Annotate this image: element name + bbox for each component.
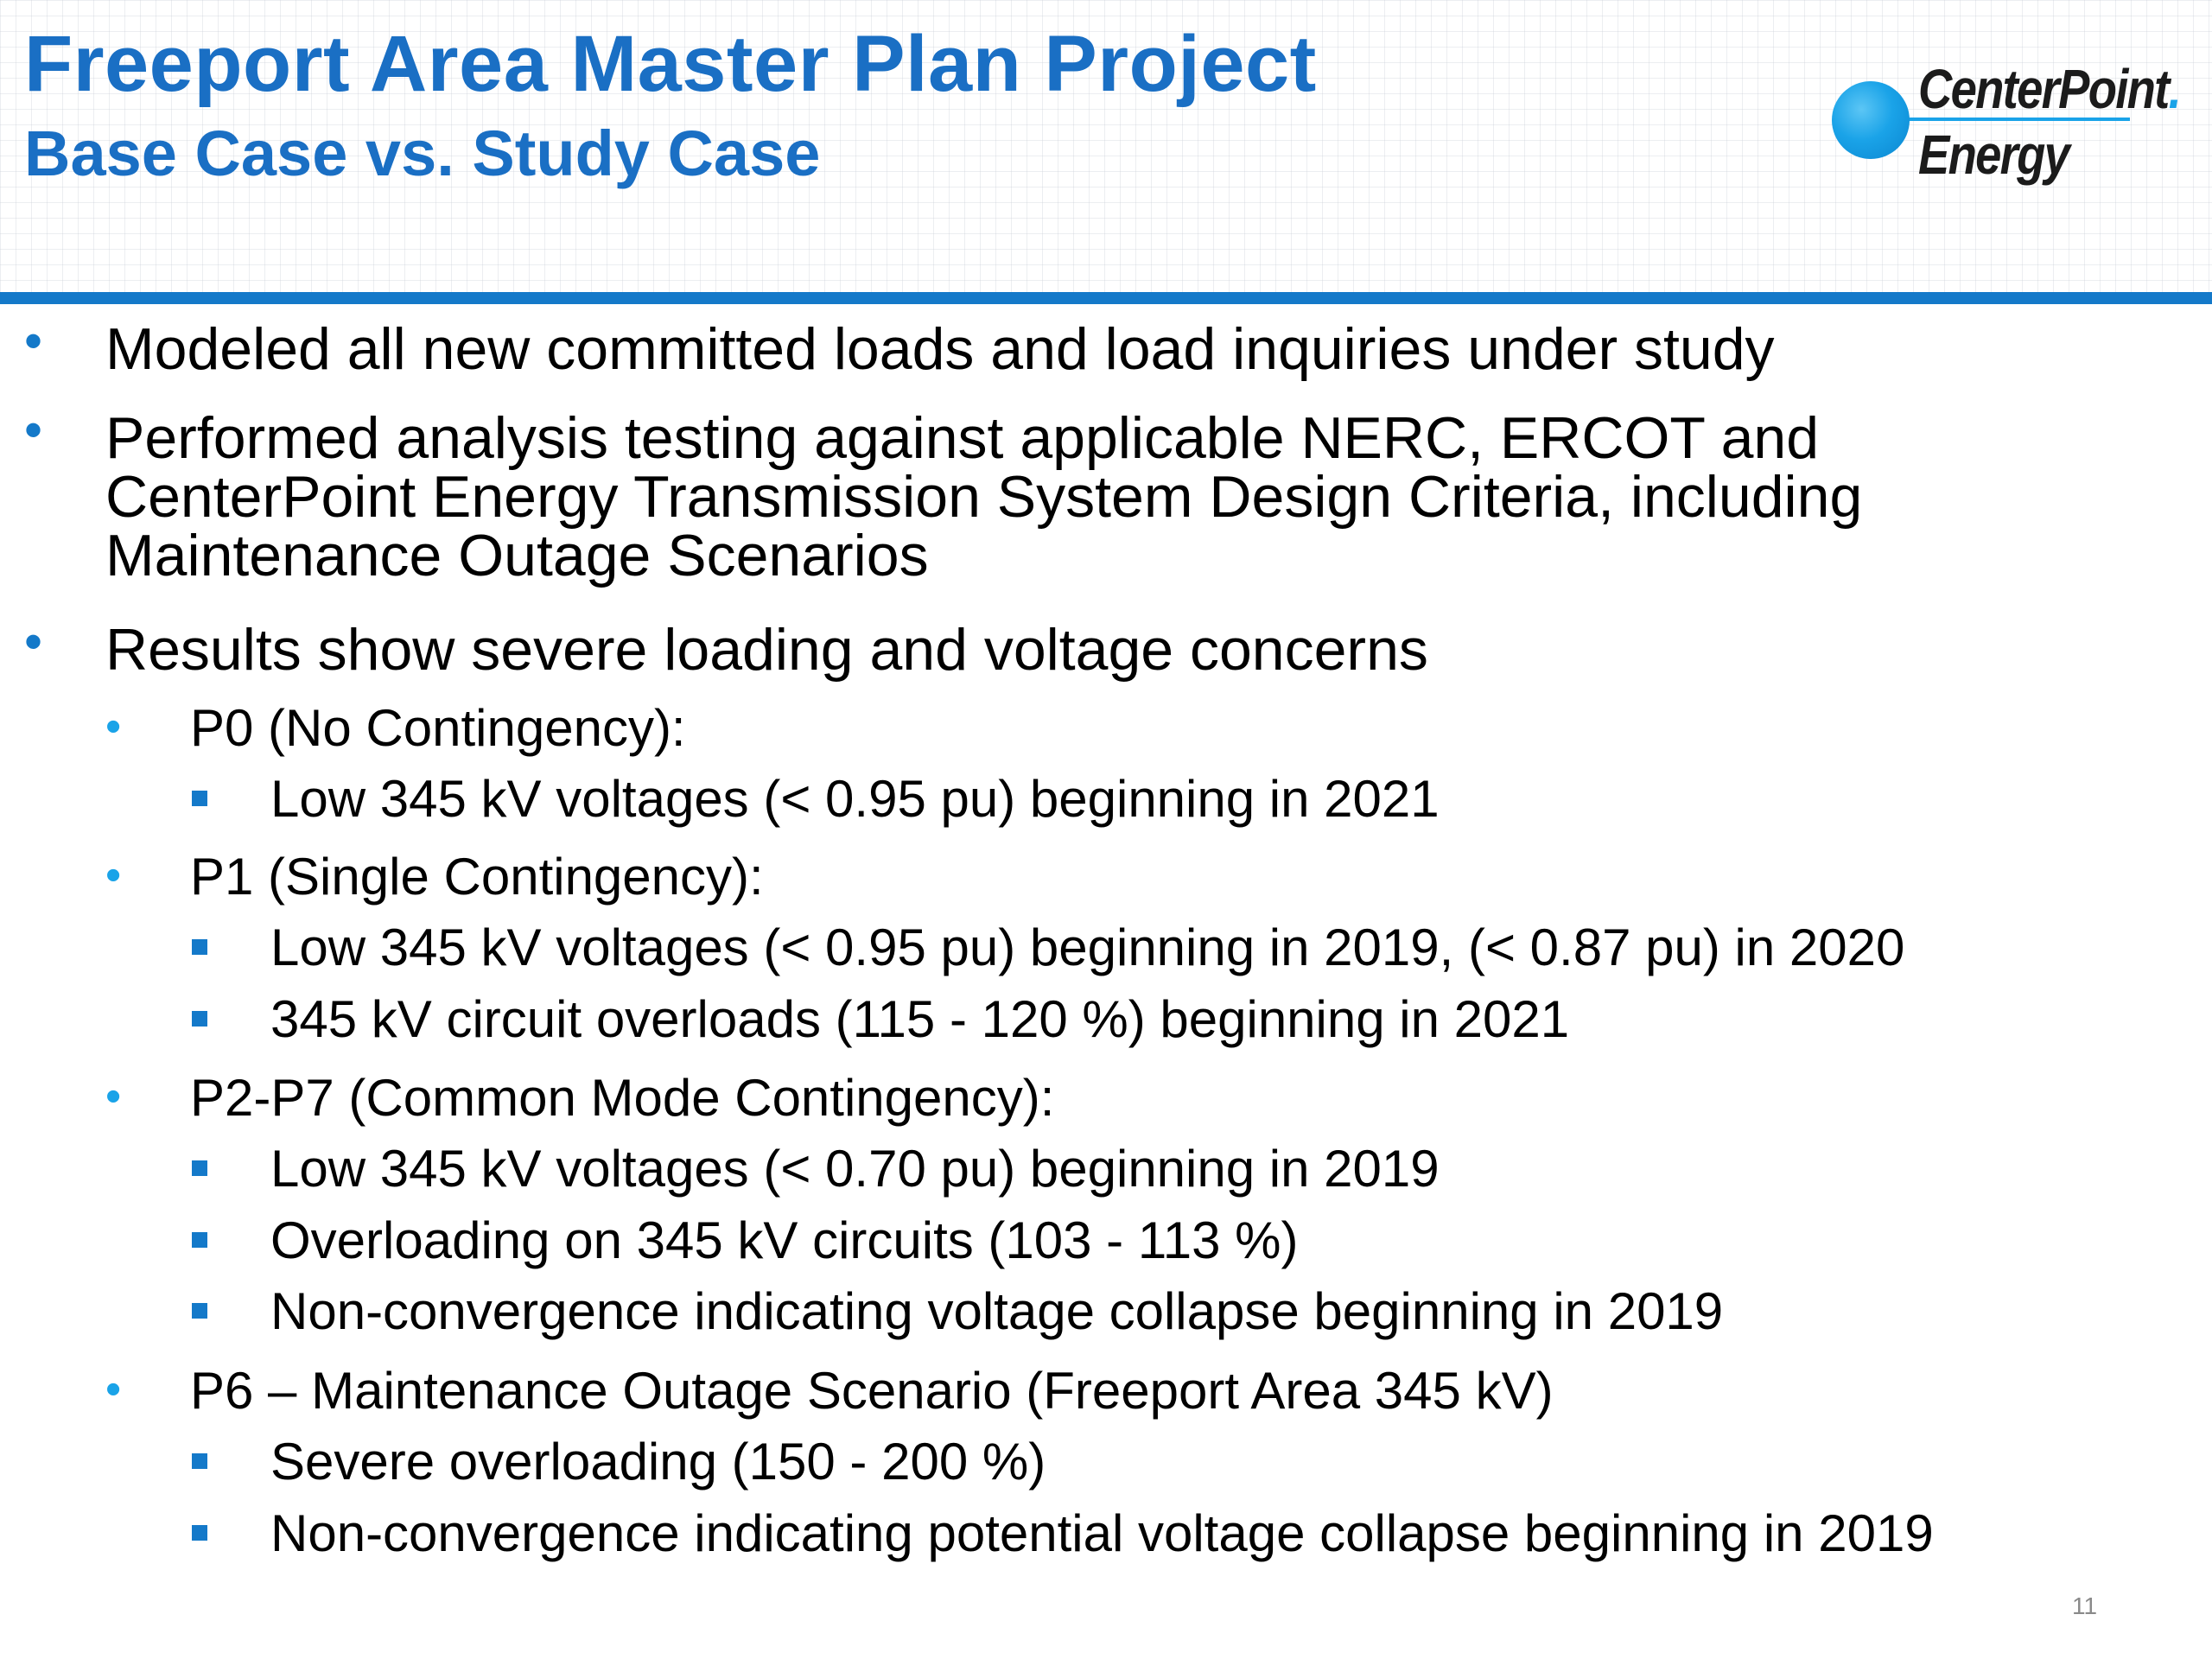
- header-divider: [0, 292, 2212, 304]
- bullet-text-line: Performed analysis testing against applicable NERC, ERCOT and: [105, 405, 1820, 471]
- detail-text: 345 kV circuit overloads (115 - 120 %) beginning in 2021: [270, 990, 1570, 1048]
- square-bullet-icon: [192, 1525, 207, 1541]
- sub-bullet-text: P2-P7 (Common Mode Contingency):: [190, 1069, 1055, 1127]
- square-bullet-icon: [192, 1011, 207, 1027]
- bullet-dot-icon: •: [24, 312, 43, 370]
- detail-text: Severe overloading (150 - 200 %): [270, 1433, 1046, 1491]
- detail-text: Overloading on 345 kV circuits (103 - 113 %): [270, 1211, 1299, 1269]
- detail-text: Non-convergence indicating voltage collapse beginning in 2019: [270, 1282, 1724, 1340]
- bullet-dot-icon: •: [24, 613, 43, 671]
- page-number: 11: [2072, 1592, 2098, 1619]
- square-bullet-icon: [192, 1232, 207, 1248]
- detail-text: Non-convergence indicating potential voltage collapse beginning in 2019: [270, 1504, 1934, 1562]
- square-bullet-icon: [192, 1453, 207, 1469]
- square-bullet-icon: [192, 1160, 207, 1176]
- sub-bullet-text: P1 (Single Contingency):: [190, 848, 764, 906]
- detail-text: Low 345 kV voltages (< 0.70 pu) beginning in 2019: [270, 1140, 1440, 1198]
- slide-title: Freeport Area Master Plan Project: [24, 20, 1317, 108]
- logo-text-centerpoint: CenterPoint.: [1918, 58, 2180, 120]
- detail-text: Low 345 kV voltages (< 0.95 pu) beginning in 2019, (< 0.87 pu) in 2020: [270, 918, 1905, 976]
- bullet-text: Modeled all new committed loads and load inquiries under study: [105, 316, 1775, 382]
- sub-bullet-dot-icon: •: [105, 1071, 122, 1122]
- bullet-text-line: CenterPoint Energy Transmission System Design Criteria, including: [105, 464, 1863, 530]
- logo-text-energy: Energy: [1918, 124, 2069, 186]
- square-bullet-icon: [192, 939, 207, 955]
- centerpoint-energy-logo: [1823, 52, 2186, 199]
- sub-bullet-dot-icon: •: [105, 1364, 122, 1414]
- sub-bullet-text: P0 (No Contingency):: [190, 699, 686, 757]
- detail-text: Low 345 kV voltages (< 0.95 pu) beginning in 2021: [270, 770, 1440, 828]
- sub-bullet-dot-icon: •: [105, 850, 122, 900]
- bullet-text-line: Maintenance Outage Scenarios: [105, 523, 929, 588]
- bullet-text: Results show severe loading and voltage concerns: [105, 617, 1428, 683]
- slide-subtitle: Base Case vs. Study Case: [24, 118, 821, 189]
- sub-bullet-text: P6 – Maintenance Outage Scenario (Freeport Area 345 kV): [190, 1362, 1554, 1420]
- sub-bullet-dot-icon: •: [105, 702, 122, 752]
- bullet-dot-icon: •: [24, 401, 43, 459]
- logo-globe-icon: [1832, 81, 1910, 159]
- square-bullet-icon: [192, 791, 207, 806]
- square-bullet-icon: [192, 1303, 207, 1319]
